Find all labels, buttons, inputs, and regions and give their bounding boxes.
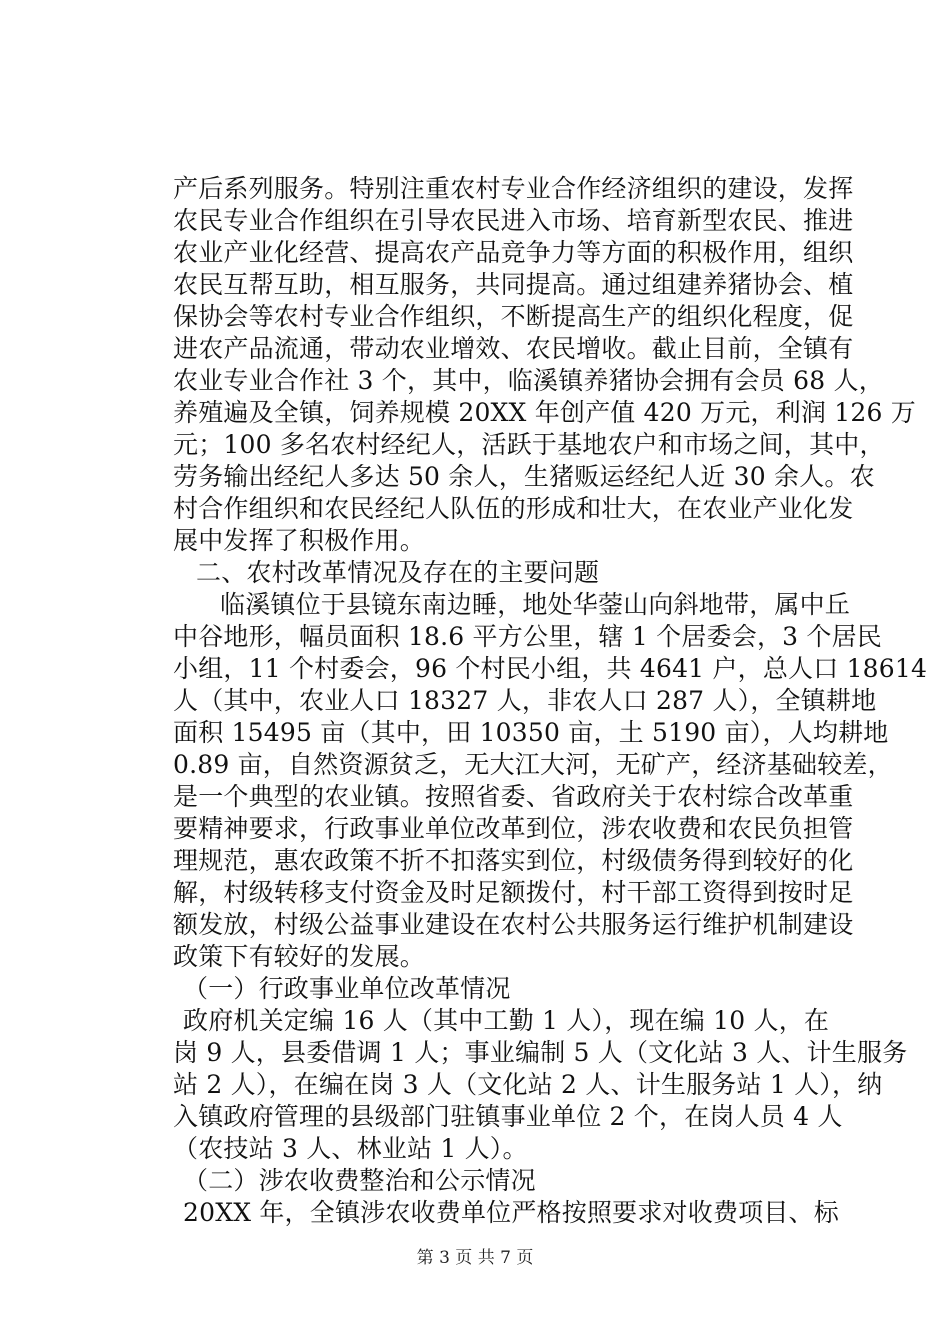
text-line: 入镇政府管理的县级部门驻镇事业单位 2 个，在岗人员 4 人 [173, 1102, 843, 1131]
text-line: 农业专业合作社 3 个，其中，临溪镇养猪协会拥有会员 68 人， [173, 366, 884, 395]
text-line: 劳务输出经纪人多达 50 余人，生猪贩运经纪人近 30 余人。农 [173, 462, 875, 491]
text-line: 岗 9 人，县委借调 1 人；事业编制 5 人（文化站 3 人、计生服务 [173, 1038, 908, 1067]
text-line: 产后系列服务。特别注重农村专业合作经济组织的建设，发挥 [173, 174, 854, 203]
text-line: 农民互帮互助，相互服务，共同提高。通过组建养猪协会、植 [173, 270, 854, 299]
text-line: 是一个典型的农业镇。按照省委、省政府关于农村综合改革重 [173, 782, 854, 811]
page-number-footer: 第 3 页 共 7 页 [416, 1248, 534, 1268]
text-line: 农民专业合作组织在引导农民进入市场、培育新型农民、推进 [173, 206, 854, 235]
text-line: 养殖遍及全镇，饲养规模 20XX 年创产值 420 万元，利润 126 万 [173, 398, 916, 427]
text-line: 中谷地形，幅员面积 18.6 平方公里，辖 1 个居委会，3 个居民 [173, 622, 883, 651]
section-heading: 二、农村改革情况及存在的主要问题 [196, 558, 600, 587]
text-line: 解，村级转移支付资金及时足额拨付，村干部工资得到按时足 [173, 878, 854, 907]
text-line: 展中发挥了积极作用。 [173, 526, 426, 555]
text-line: 要精神要求，行政事业单位改革到位，涉农收费和农民负担管 [173, 814, 854, 843]
text-line: 政策下有较好的发展。 [173, 942, 426, 971]
text-line: 进农产品流通，带动农业增效、农民增收。截止目前，全镇有 [173, 334, 854, 363]
text-line: 0.89 亩，自然资源贫乏，无大江大河，无矿产，经济基础较差， [173, 750, 893, 779]
text-line: 理规范，惠农政策不折不扣落实到位，村级债务得到较好的化 [173, 846, 854, 875]
text-line: 村合作组织和农民经纪人队伍的形成和壮大，在农业产业化发 [173, 494, 854, 523]
text-line: 面积 15495 亩（其中，田 10350 亩，土 5190 亩），人均耕地 [173, 718, 889, 747]
paragraph-first-line: 20XX 年，全镇涉农收费单位严格按照要求对收费项目、标 [183, 1198, 839, 1227]
paragraph-first-line: 临溪镇位于县镜东南边睡，地处华蓥山向斜地带，属中丘 [220, 590, 851, 619]
subsection-heading: （二）涉农收费整治和公示情况 [183, 1166, 536, 1195]
text-line: 小组，11 个村委会，96 个村民小组，共 4641 户，总人口 18614 [173, 654, 928, 683]
text-line: 人（其中，农业人口 18327 人，非农人口 287 人），全镇耕地 [173, 686, 877, 715]
text-line: 元；100 多名农村经纪人，活跃于基地农户和市场之间，其中， [173, 430, 885, 459]
text-line: 额发放，村级公益事业建设在农村公共服务运行维护机制建设 [173, 910, 854, 939]
paragraph-first-line: 政府机关定编 16 人（其中工勤 1 人），现在编 10 人，在 [183, 1006, 830, 1035]
text-line: 站 2 人），在编在岗 3 人（文化站 2 人、计生服务站 1 人），纳 [173, 1070, 883, 1099]
text-line: 保协会等农村专业合作组织，不断提高生产的组织化程度，促 [173, 302, 854, 331]
text-line: 农业产业化经营、提高农产品竞争力等方面的积极作用，组织 [173, 238, 854, 267]
subsection-heading: （一）行政事业单位改革情况 [183, 974, 511, 1003]
text-line: （农技站 3 人、林业站 1 人）。 [173, 1134, 528, 1163]
